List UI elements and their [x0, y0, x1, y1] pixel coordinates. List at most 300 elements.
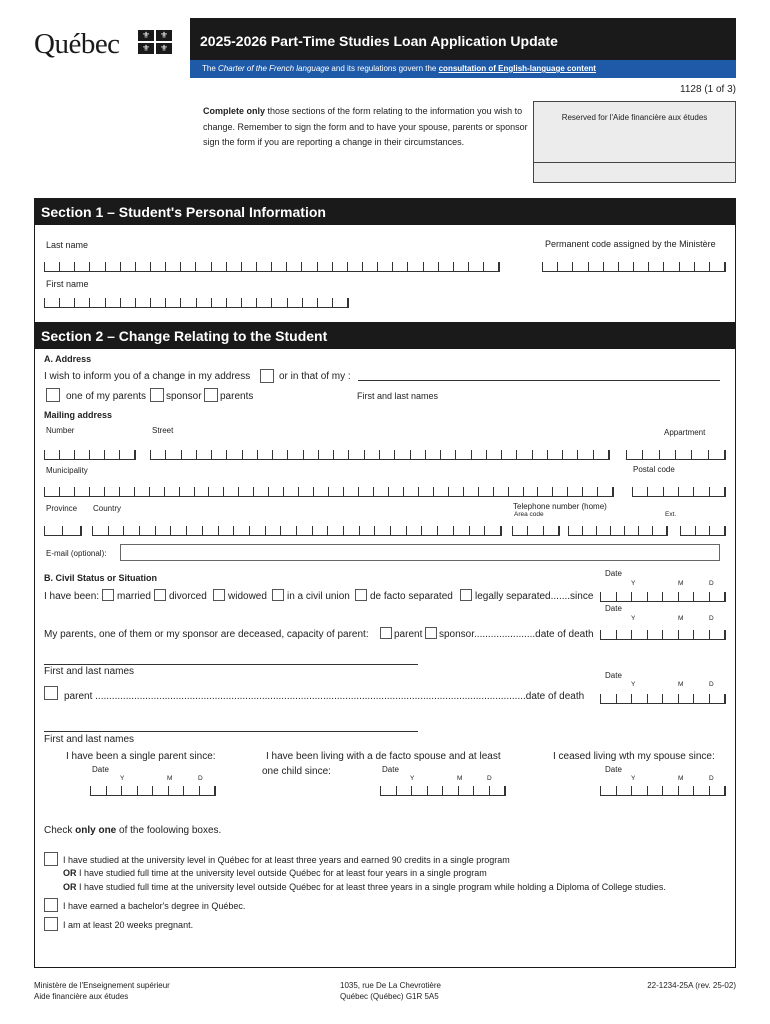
char-cell-tick [139, 526, 155, 535]
char-cell-tick [709, 694, 725, 703]
char-cell-tick [135, 298, 150, 307]
studied-option-1: I have studied at the university level in Québec for at least three years and earned 90 credits in a single program [63, 855, 510, 865]
char-cell-tick [410, 450, 425, 459]
char-cell-tick [135, 262, 150, 271]
char-cell-tick [582, 487, 597, 496]
char-cell-tick [211, 262, 226, 271]
char-cell-tick [572, 262, 587, 271]
names-line-2 [44, 731, 418, 732]
char-cell-tick [59, 450, 74, 459]
postal-code-field[interactable] [632, 487, 726, 497]
number-field[interactable] [44, 450, 136, 460]
char-cell-tick [421, 526, 437, 535]
extension-field[interactable] [680, 526, 726, 536]
widowed-label: widowed [228, 591, 267, 602]
char-cell-tick [593, 450, 608, 459]
char-cell-tick [196, 298, 211, 307]
char-cell-tick [105, 298, 120, 307]
country-field[interactable] [92, 526, 502, 536]
studied-option-2 [63, 868, 487, 878]
char-cell-tick [427, 786, 443, 795]
charter-name: Charter of the French language [218, 64, 330, 73]
char-cell-tick [411, 786, 427, 795]
char-cell-tick [318, 450, 333, 459]
char-cell-tick [186, 526, 202, 535]
char-cell-tick [226, 262, 241, 271]
char-cell-tick [104, 487, 119, 496]
day-label-4: D [198, 775, 203, 782]
char-cell-tick [253, 487, 268, 496]
char-cell-tick [648, 262, 663, 271]
char-cell-tick [123, 526, 139, 535]
char-cell-tick [89, 262, 104, 271]
intro-bold: Complete only [203, 106, 266, 116]
one-of-parents-checkbox[interactable] [46, 388, 60, 402]
bachelor-checkbox[interactable] [44, 898, 58, 912]
char-cell-tick [631, 786, 647, 795]
char-cell-tick [663, 487, 678, 496]
area-code-label: Area code [514, 511, 544, 518]
char-cell-tick [724, 694, 726, 703]
char-cell-tick [616, 592, 632, 601]
char-cell-tick [74, 262, 89, 271]
char-cell-tick [347, 262, 362, 271]
char-cell-tick [631, 630, 647, 639]
civil-union-checkbox[interactable] [272, 589, 284, 601]
date-label-2: Date [605, 604, 622, 613]
char-cell-tick [624, 526, 638, 535]
char-cell-tick [388, 487, 403, 496]
studied-checkbox[interactable] [44, 852, 58, 866]
pregnant-label: I am at least 20 weeks pregnant. [63, 920, 194, 930]
de-facto-separated-label: de facto separated [370, 591, 453, 602]
char-cell-tick [301, 262, 316, 271]
char-cell-tick [119, 487, 134, 496]
defacto-date-field[interactable] [380, 786, 506, 796]
char-cell-tick [618, 262, 633, 271]
char-cell-tick [89, 450, 104, 459]
fleur-de-lis-flag-icon: ⚜ ⚜ ⚜ ⚜ [138, 30, 172, 54]
char-cell-tick [317, 298, 332, 307]
footer-address-line-2: Québec (Québec) G1R 5A5 [340, 992, 439, 1001]
parent-death-checkbox[interactable] [44, 686, 58, 700]
province-field[interactable] [44, 526, 82, 536]
telephone-label: Telephone number (home) [513, 502, 607, 511]
char-cell-tick [532, 450, 547, 459]
char-cell-tick [358, 487, 373, 496]
char-cell-tick [724, 487, 726, 496]
english-content-link[interactable]: consultation of English-language content [438, 64, 596, 73]
char-cell-tick [165, 262, 180, 271]
char-cell-tick [44, 262, 59, 271]
char-cell-tick [74, 450, 89, 459]
char-cell-tick [396, 786, 412, 795]
char-cell-tick [537, 487, 552, 496]
char-cell-tick [80, 526, 82, 535]
char-cell-tick [257, 450, 272, 459]
char-cell-tick [164, 487, 179, 496]
char-cell-tick [709, 630, 725, 639]
char-cell-tick [483, 262, 498, 271]
char-cell-tick [74, 487, 89, 496]
or-line [358, 380, 720, 381]
month-label-3: M [678, 681, 684, 688]
char-cell-tick [693, 630, 709, 639]
section-2-title: Section 2 – Change Relating to the Student [35, 323, 735, 349]
char-cell-tick [557, 262, 572, 271]
sponsor-checkbox[interactable] [150, 388, 164, 402]
char-cell-tick [567, 487, 582, 496]
char-cell-tick [218, 526, 234, 535]
year-label-5: Y [410, 775, 415, 782]
char-cell-tick [600, 786, 616, 795]
de-facto-separated-checkbox[interactable] [355, 589, 367, 601]
char-cell-tick [662, 592, 678, 601]
char-cell-tick [180, 262, 195, 271]
char-cell-tick [663, 262, 678, 271]
day-label-2: D [709, 615, 714, 622]
year-label-1: Y [631, 580, 636, 587]
char-cell-tick [152, 786, 168, 795]
char-cell-tick [484, 526, 500, 535]
char-cell-tick [328, 487, 343, 496]
char-cell-tick [724, 786, 726, 795]
char-cell-tick [44, 298, 59, 307]
single-parent-date-field[interactable] [90, 786, 216, 796]
death-date-field-2[interactable] [600, 694, 726, 704]
char-cell-tick [647, 786, 663, 795]
char-cell-tick [724, 592, 726, 601]
char-cell-tick [458, 786, 474, 795]
char-cell-tick [241, 262, 256, 271]
char-cell-tick [287, 450, 302, 459]
char-cell-tick [588, 262, 603, 271]
char-cell-tick [666, 526, 668, 535]
char-cell-tick [392, 262, 407, 271]
char-cell-tick [440, 450, 455, 459]
char-cell-tick [453, 526, 469, 535]
char-cell-tick [600, 592, 616, 601]
footer-ministry-line-1: Ministère de l'Enseignement supérieur [34, 981, 170, 990]
char-cell-tick [348, 450, 363, 459]
char-cell-tick [137, 786, 153, 795]
char-cell-tick [616, 694, 632, 703]
check-pre: Check [44, 825, 76, 836]
char-cell-tick [493, 487, 508, 496]
or-label-2: OR [63, 882, 77, 892]
char-cell-tick [552, 487, 567, 496]
char-cell-tick [724, 450, 726, 459]
char-cell-tick [504, 786, 506, 795]
char-cell-tick [678, 487, 693, 496]
char-cell-tick [268, 487, 283, 496]
char-cell-tick [119, 450, 134, 459]
char-cell-tick [390, 526, 406, 535]
char-cell-tick [380, 786, 396, 795]
date-label-5: Date [382, 765, 399, 774]
year-label-2: Y [631, 615, 636, 622]
char-cell-tick [486, 450, 501, 459]
char-cell-tick [516, 450, 531, 459]
char-cell-tick [693, 694, 709, 703]
char-cell-tick [659, 450, 675, 459]
char-cell-tick [92, 526, 108, 535]
char-cell-tick [724, 262, 726, 271]
char-cell-tick [374, 526, 390, 535]
char-cell-tick [134, 487, 149, 496]
char-cell-tick [638, 526, 652, 535]
char-cell-tick [332, 262, 347, 271]
char-cell-tick [433, 487, 448, 496]
deceased-sponsor-checkbox[interactable] [425, 627, 437, 639]
appartment-field[interactable] [626, 450, 726, 460]
telephone-field[interactable] [568, 526, 668, 536]
char-cell-tick [678, 694, 694, 703]
char-cell-tick [695, 526, 710, 535]
char-cell-tick [74, 298, 89, 307]
area-code-field[interactable] [512, 526, 560, 536]
char-cell-tick [647, 694, 663, 703]
char-cell-tick [181, 450, 196, 459]
divorced-checkbox[interactable] [154, 589, 166, 601]
logo-text: Québec [34, 28, 120, 60]
char-cell-tick [471, 450, 486, 459]
parent-death-label: parent ...........................................................................................................................................................date of death [64, 691, 585, 702]
char-cell-tick [271, 298, 286, 307]
first-last-names-label: First and last names [357, 391, 439, 401]
check-post: of the foolowing boxes. [116, 825, 222, 836]
or-text: or in that of my : [279, 371, 351, 382]
char-cell-tick [610, 526, 624, 535]
char-cell-tick [724, 526, 726, 535]
month-label-2: M [678, 615, 684, 622]
char-cell-tick [709, 592, 725, 601]
sponsor-label: sponsor [166, 391, 202, 402]
or-label-1: OR [63, 868, 77, 878]
reserved-label: Reserved for l'Aide financière aux études [561, 113, 708, 122]
reserved-divider [534, 162, 735, 163]
check-one-instruction [44, 825, 221, 836]
char-cell-tick [453, 262, 468, 271]
form-title: 2025-2026 Part-Time Studies Loan Application Update [190, 18, 736, 60]
char-cell-tick [473, 786, 489, 795]
char-cell-tick [104, 450, 119, 459]
char-cell-tick [242, 450, 257, 459]
one-of-parents-label: one of my parents [66, 391, 147, 402]
day-label-3: D [709, 681, 714, 688]
char-cell-tick [155, 526, 171, 535]
char-cell-tick [489, 786, 505, 795]
country-label: Country [93, 504, 122, 513]
char-cell-tick [302, 298, 317, 307]
ceased-living-label: I ceased living wth my spouse since: [553, 751, 715, 762]
char-cell-tick [379, 450, 394, 459]
year-label-6: Y [631, 775, 636, 782]
quebec-logo [34, 28, 120, 61]
char-cell-tick [423, 262, 438, 271]
char-cell-tick [542, 262, 557, 271]
studied-option-3-text: I have studied full time at the university level outside Québec for at least three years in a single program while holding a Diploma of College studies. [76, 882, 666, 892]
day-label-5: D [487, 775, 492, 782]
char-cell-tick [89, 487, 104, 496]
char-cell-tick [120, 298, 135, 307]
char-cell-tick [373, 487, 388, 496]
char-cell-tick [165, 450, 180, 459]
char-cell-tick [223, 487, 238, 496]
char-cell-tick [44, 450, 59, 459]
char-cell-tick [442, 786, 458, 795]
char-cell-tick [196, 450, 211, 459]
char-cell-tick [403, 487, 418, 496]
char-cell-tick [600, 694, 616, 703]
char-cell-tick [642, 450, 658, 459]
municipality-label: Municipality [46, 466, 88, 475]
char-cell-tick [333, 450, 348, 459]
separation-date-field[interactable] [600, 592, 726, 602]
i-have-been-label: I have been: [44, 591, 100, 602]
street-label: Street [152, 426, 174, 435]
date-label-3: Date [605, 671, 622, 680]
email-input[interactable] [120, 544, 720, 561]
char-cell-tick [709, 487, 724, 496]
last-name-label: Last name [46, 240, 89, 250]
char-cell-tick [211, 298, 226, 307]
permanent-code-label: Permanent code assigned by the Ministère [545, 239, 716, 249]
char-cell-tick [106, 786, 122, 795]
char-cell-tick [597, 487, 612, 496]
appartment-label: Appartment [664, 428, 706, 437]
char-cell-tick [500, 526, 502, 535]
char-cell-tick [616, 786, 632, 795]
language-notice [190, 60, 736, 78]
char-cell-tick [296, 526, 312, 535]
char-cell-tick [271, 262, 286, 271]
char-cell-tick [211, 450, 226, 459]
lang-notice-mid: and its regulations govern the [329, 64, 439, 73]
married-checkbox[interactable] [102, 589, 114, 601]
char-cell-tick [468, 262, 483, 271]
civil-status-heading: B. Civil Status or Situation [44, 573, 158, 583]
section-1-title: Section 1 – Student's Personal Information [35, 199, 735, 225]
char-cell-tick [150, 298, 165, 307]
char-cell-tick [298, 487, 313, 496]
civil-union-label: in a civil union [287, 591, 350, 602]
address-heading: A. Address [44, 354, 92, 364]
char-cell-tick [327, 526, 343, 535]
deceased-sponsor-label: sponsor......................date of death [439, 629, 594, 640]
date-label-1: Date [605, 569, 622, 578]
char-cell-tick [195, 262, 210, 271]
char-cell-tick [547, 450, 562, 459]
one-child-since-label: one child since: [262, 766, 331, 777]
char-cell-tick [543, 526, 558, 535]
intro-body: those sections of the form relating to the information you wish to change. Remember to sign the form and to have your spouse, parents or sponsor sign the form if you are reporting a change in their circumstances. [203, 106, 528, 147]
char-cell-tick [608, 450, 610, 459]
char-cell-tick [455, 450, 470, 459]
char-cell-tick [280, 526, 296, 535]
legally-separated-checkbox[interactable] [460, 589, 472, 601]
char-cell-tick [208, 487, 223, 496]
char-cell-tick [317, 262, 332, 271]
char-cell-tick [359, 526, 375, 535]
char-cell-tick [150, 262, 165, 271]
char-cell-tick [256, 262, 271, 271]
parents-checkbox[interactable] [204, 388, 218, 402]
char-cell-tick [226, 450, 241, 459]
char-cell-tick [183, 786, 199, 795]
char-cell-tick [199, 786, 215, 795]
char-cell-tick [577, 450, 592, 459]
month-label-6: M [678, 775, 684, 782]
char-cell-tick [59, 298, 74, 307]
char-cell-tick [612, 487, 614, 496]
last-name-field[interactable] [44, 262, 500, 272]
char-cell-tick [501, 450, 516, 459]
municipality-field[interactable] [44, 487, 614, 497]
char-cell-tick [709, 262, 724, 271]
char-cell-tick [709, 786, 725, 795]
char-cell-tick [631, 694, 647, 703]
street-field[interactable] [150, 450, 610, 460]
char-cell-tick [498, 262, 500, 271]
char-cell-tick [512, 526, 527, 535]
char-cell-tick [478, 487, 493, 496]
char-cell-tick [724, 630, 726, 639]
permanent-code-field[interactable] [542, 262, 726, 272]
char-cell-tick [709, 526, 724, 535]
day-label-6: D [709, 775, 714, 782]
char-cell-tick [90, 786, 106, 795]
studied-option-2-text: I have studied full time at the university level outside Québec for at least four years in a single program [76, 868, 487, 878]
single-parent-label: I have been a single parent since: [66, 751, 216, 762]
deceased-text: My parents, one of them or my sponsor are deceased, capacity of parent: [44, 629, 369, 640]
first-name-field[interactable] [44, 298, 349, 308]
char-cell-tick [332, 298, 347, 307]
widowed-checkbox[interactable] [213, 589, 225, 601]
my-address-checkbox[interactable] [260, 369, 274, 383]
char-cell-tick [170, 526, 186, 535]
deceased-parent-checkbox[interactable] [380, 627, 392, 639]
char-cell-tick [364, 450, 379, 459]
char-cell-tick [596, 526, 610, 535]
char-cell-tick [202, 526, 218, 535]
deceased-parent-label: parent [394, 629, 423, 640]
char-cell-tick [626, 450, 642, 459]
footer-ministry [34, 980, 170, 1002]
char-cell-tick [469, 526, 485, 535]
reserved-box [533, 101, 736, 183]
footer-ministry-line-2: Aide financière aux études [34, 992, 129, 1001]
char-cell-tick [680, 526, 695, 535]
char-cell-tick [448, 487, 463, 496]
ceased-living-date-field[interactable] [600, 786, 726, 796]
char-cell-tick [631, 592, 647, 601]
char-cell-tick [214, 786, 216, 795]
bachelor-label: I have earned a bachelor's degree in Québec. [63, 901, 246, 911]
char-cell-tick [562, 450, 577, 459]
living-defacto-label: I have been living with a de facto spouse and at least [266, 751, 501, 762]
char-cell-tick [283, 487, 298, 496]
death-date-field-1[interactable] [600, 630, 726, 640]
date-label-6: Date [605, 765, 622, 774]
char-cell-tick [616, 630, 632, 639]
check-bold: only one [75, 825, 117, 836]
pregnant-checkbox[interactable] [44, 917, 58, 931]
char-cell-tick [632, 487, 647, 496]
page-number: 1128 (1 of 3) [680, 84, 736, 95]
first-last-names-label-3: First and last names [44, 734, 135, 745]
char-cell-tick [343, 526, 359, 535]
